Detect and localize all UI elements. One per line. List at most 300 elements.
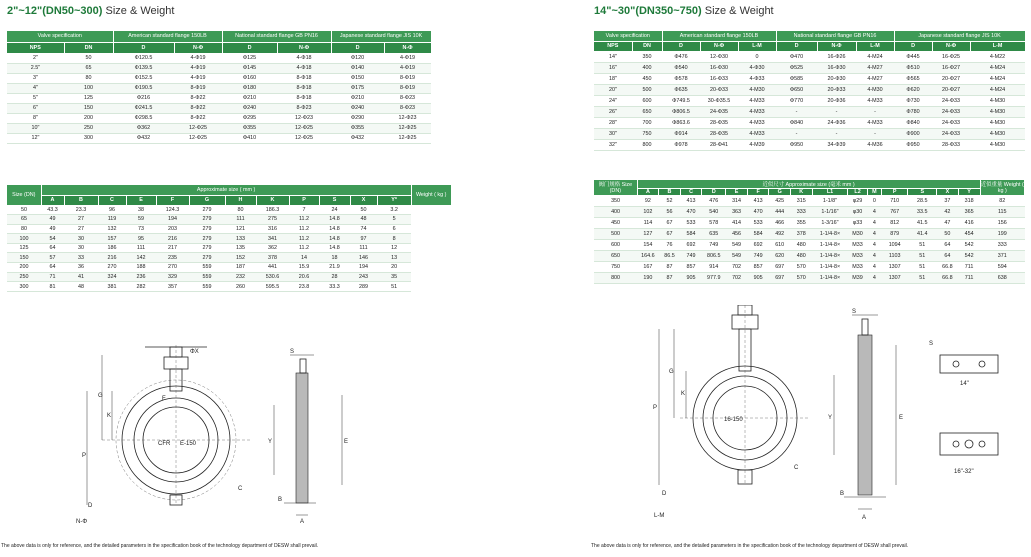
table-cell: 18: [319, 253, 350, 263]
table-cell: 236: [126, 272, 156, 282]
table-cell: Φ355: [222, 123, 277, 133]
table-cell: 12-Φ25: [174, 123, 222, 133]
group-header: Japanese standard flange JIS 10K: [331, 31, 431, 42]
table-cell: Φ210: [331, 93, 384, 103]
table-cell: -: [776, 129, 817, 140]
table-cell: 20-Φ33: [700, 84, 738, 95]
table-cell: 20: [377, 263, 411, 273]
table-cell: 24": [594, 95, 632, 106]
table-cell: 542: [958, 251, 980, 262]
right-flange-table: [594, 31, 1026, 151]
column-header: NPS: [594, 41, 632, 51]
table-row: [594, 207, 1025, 218]
table-cell: 416: [958, 218, 980, 229]
table-row: [594, 62, 1025, 73]
group-header: American standard flange 150LB: [113, 31, 222, 42]
table-cell: φ33: [848, 218, 867, 229]
table-cell: 559: [189, 282, 225, 292]
table-cell: 620: [769, 251, 791, 262]
table-cell: 1-1/4-8×: [812, 229, 848, 240]
column-header: N-Φ: [174, 42, 222, 53]
table-cell: 4: [867, 240, 881, 251]
label-e150: E-150: [180, 441, 197, 447]
table-cell: 135: [225, 243, 256, 253]
table-cell: 50: [937, 229, 959, 240]
table-cell: 16-Φ30: [817, 62, 856, 73]
table-row: [594, 240, 1025, 251]
table-cell: Φ175: [331, 83, 384, 93]
side-body: [296, 373, 308, 503]
table-cell: 102: [637, 207, 659, 218]
table-cell: 4-M39: [738, 140, 776, 151]
column-header: N-Φ: [700, 41, 738, 51]
table-row: [7, 224, 451, 234]
table-cell: Φ355: [331, 123, 384, 133]
table-cell: Φ914: [662, 129, 700, 140]
table-cell: 270: [98, 263, 126, 273]
left-panel: [1, 0, 457, 557]
table-cell: 11.2: [289, 224, 319, 234]
label-c: C: [794, 465, 799, 471]
label-cfr: CFR: [158, 441, 171, 447]
table-cell: Φ432: [113, 133, 174, 143]
column-header: DN: [632, 41, 662, 51]
table-cell: 800: [632, 140, 662, 151]
left-title-sub: Size & Weight: [102, 5, 175, 17]
table-cell: 188: [126, 263, 156, 273]
weight-header: 近似重量 Weight ( kg ): [980, 181, 1024, 194]
table-cell: 11.2: [289, 215, 319, 225]
table-cell: 500: [632, 84, 662, 95]
table-cell: 121: [225, 224, 256, 234]
column-header: F: [156, 195, 189, 205]
table-cell: 50: [64, 53, 113, 63]
table-cell: 4-M30: [970, 95, 1025, 106]
table-cell: 164.6: [637, 251, 659, 262]
left-valve-drawing: [62, 345, 352, 525]
table-cell: Φ476: [662, 51, 700, 62]
table-cell: 318: [958, 196, 980, 207]
table-cell: 23.3: [64, 205, 98, 215]
table-row: [7, 282, 451, 292]
table-cell: 1-1/4-8×: [812, 251, 848, 262]
table-cell: 533: [680, 218, 702, 229]
table-cell: 51: [908, 251, 937, 262]
table-cell: 1-1/4-8×: [812, 273, 848, 284]
table-cell: 48: [64, 282, 98, 292]
table-cell: 30": [594, 129, 632, 140]
table-cell: 4-Φ19: [384, 53, 431, 63]
table-cell: 812: [882, 218, 908, 229]
table-cell: 132: [98, 224, 126, 234]
table-cell: Φ900: [894, 129, 932, 140]
table-cell: 4-M30: [970, 118, 1025, 129]
table-cell: 12-Φ30: [700, 51, 738, 62]
table-cell: 250: [64, 123, 113, 133]
detail-hole: [953, 361, 959, 367]
label-b: B: [278, 497, 283, 503]
table-cell: 324: [98, 272, 126, 282]
column-header: K: [256, 195, 289, 205]
table-cell: 203: [156, 224, 189, 234]
table-cell: 702: [726, 262, 748, 273]
table-cell: 56: [659, 207, 681, 218]
table-cell: 73: [126, 224, 156, 234]
table-cell: 371: [980, 251, 1024, 262]
table-cell: 28-Φ35: [700, 129, 738, 140]
table-cell: -: [856, 106, 894, 117]
table-cell: 250: [7, 272, 41, 282]
label-k: K: [681, 391, 686, 397]
table-cell: Φ585: [776, 73, 817, 84]
table-cell: Φ362: [113, 123, 174, 133]
group-header: National standard flange GB PN16: [776, 31, 894, 41]
table-cell: 4-M33: [738, 106, 776, 117]
table-cell: 216: [156, 234, 189, 244]
table-cell: Φ152.5: [113, 73, 174, 83]
table-cell: 20-Φ27: [932, 73, 970, 84]
table-cell: 8-Φ22: [174, 103, 222, 113]
column-header: H: [225, 195, 256, 205]
table-cell: 4: [867, 207, 881, 218]
table-cell: 216: [98, 253, 126, 263]
table-cell: 146: [350, 253, 377, 263]
table-cell: 4-Φ30: [738, 62, 776, 73]
table-cell: 333: [790, 207, 812, 218]
table-cell: 28.5: [908, 196, 937, 207]
table-cell: 67: [659, 218, 681, 229]
table-cell: 81: [41, 282, 64, 292]
table-cell: 74: [350, 224, 377, 234]
table-cell: 2": [7, 53, 64, 63]
label-y: Y: [828, 415, 833, 421]
table-cell: 21.9: [319, 263, 350, 273]
detail-16-32: [940, 433, 998, 455]
table-cell: 350: [632, 51, 662, 62]
table-cell: 50: [350, 205, 377, 215]
table-cell: 4-M30: [970, 129, 1025, 140]
table-row: [7, 73, 431, 83]
table-row: [7, 272, 451, 282]
table-cell: 24-Φ33: [932, 106, 970, 117]
table-cell: 570: [790, 273, 812, 284]
table-cell: 4-M27: [856, 62, 894, 73]
side-stem: [300, 359, 306, 373]
table-cell: 5": [7, 93, 64, 103]
table-cell: 47: [937, 218, 959, 229]
table-cell: 4-Φ19: [384, 63, 431, 73]
table-cell: 100: [7, 234, 41, 244]
table-cell: 11.2: [289, 234, 319, 244]
table-cell: 905: [680, 273, 702, 284]
table-cell: 4: [867, 273, 881, 284]
table-cell: 1094: [882, 240, 908, 251]
table-cell: 80: [225, 205, 256, 215]
right-title: [594, 5, 774, 17]
label-a: A: [862, 515, 867, 521]
table-row: [594, 196, 1025, 207]
table-cell: 87: [659, 262, 681, 273]
table-cell: 4-M27: [856, 73, 894, 84]
table-cell: 6": [7, 103, 64, 113]
table-cell: 14.8: [319, 224, 350, 234]
right-size-table: [594, 180, 1025, 284]
table-cell: 235: [156, 253, 189, 263]
table-cell: 14.8: [319, 243, 350, 253]
table-cell: 1103: [882, 251, 908, 262]
column-header: C: [680, 189, 702, 196]
table-row: [7, 263, 451, 273]
table-cell: Φ210: [222, 93, 277, 103]
table-cell: 533: [747, 218, 769, 229]
table-cell: 260: [225, 282, 256, 292]
table-cell: Φ445: [894, 51, 932, 62]
table-cell: 470: [680, 207, 702, 218]
table-cell: 186.3: [256, 205, 289, 215]
table-cell: Φ298.5: [113, 113, 174, 123]
table-cell: 600: [594, 240, 637, 251]
table-cell: 4-M24: [970, 73, 1025, 84]
table-cell: 711: [958, 273, 980, 284]
table-cell: Φ240: [222, 103, 277, 113]
table-cell: 50: [7, 205, 41, 215]
table-cell: 100: [64, 83, 113, 93]
label-l-m: L-M: [654, 513, 665, 519]
table-row: [7, 83, 431, 93]
table-cell: 4-M30: [970, 140, 1025, 151]
table-cell: 11.2: [289, 243, 319, 253]
table-row: [7, 133, 431, 143]
table-cell: Φ510: [894, 62, 932, 73]
table-cell: -: [817, 129, 856, 140]
table-cell: Φ150: [331, 73, 384, 83]
table-cell: 279: [189, 224, 225, 234]
column-header: D: [662, 41, 700, 51]
table-cell: 114: [637, 218, 659, 229]
detail-14: [940, 355, 998, 373]
table-cell: 450: [594, 218, 637, 229]
table-cell: Φ840: [776, 118, 817, 129]
table-cell: 8-Φ19: [384, 73, 431, 83]
table-cell: 413: [747, 196, 769, 207]
table-cell: Φ120: [331, 53, 384, 63]
table-cell: 127: [637, 229, 659, 240]
table-cell: 279: [189, 234, 225, 244]
table-cell: 20-Φ33: [817, 84, 856, 95]
table-cell: 4-Φ33: [738, 73, 776, 84]
table-cell: 24-Φ33: [932, 118, 970, 129]
table-cell: 4-Φ18: [277, 63, 331, 73]
table-cell: 111: [225, 215, 256, 225]
table-cell: 64: [937, 240, 959, 251]
group-header: National standard flange GB PN16: [222, 31, 331, 42]
group-header: American standard flange 150LB: [662, 31, 776, 41]
table-cell: 4-Φ19: [174, 53, 222, 63]
table-cell: 4-M33: [856, 95, 894, 106]
column-header: D: [113, 42, 174, 53]
table-cell: 12-Φ23: [277, 113, 331, 123]
table-cell: 413: [680, 196, 702, 207]
label-a: A: [300, 519, 305, 525]
table-cell: Φ565: [894, 73, 932, 84]
table-cell: 749: [702, 240, 726, 251]
table-cell: 14: [289, 253, 319, 263]
table-cell: 500: [594, 229, 637, 240]
table-cell: 480: [790, 240, 812, 251]
side-stem: [862, 319, 868, 335]
label-d: D: [88, 503, 93, 509]
table-cell: 187: [225, 263, 256, 273]
table-cell: 454: [958, 229, 980, 240]
table-row: [594, 129, 1025, 140]
table-cell: 42: [937, 207, 959, 218]
table-cell: 150: [7, 253, 41, 263]
table-cell: 24-Φ36: [817, 118, 856, 129]
table-cell: 700: [632, 118, 662, 129]
table-row: [594, 229, 1025, 240]
table-cell: 59: [126, 215, 156, 225]
table-cell: 124.3: [156, 205, 189, 215]
column-header: B: [659, 189, 681, 196]
table-cell: 749: [747, 251, 769, 262]
table-cell: 200: [7, 263, 41, 273]
table-cell: Φ635: [662, 84, 700, 95]
table-cell: Φ216: [113, 93, 174, 103]
table-cell: 289: [350, 282, 377, 292]
table-cell: 35: [377, 272, 411, 282]
table-cell: 10": [7, 123, 64, 133]
table-cell: 540: [702, 207, 726, 218]
table-cell: 200: [64, 113, 113, 123]
table-cell: 444: [769, 207, 791, 218]
table-cell: Φ241.5: [113, 103, 174, 113]
column-header: E: [726, 189, 748, 196]
label-phix: ΦX: [190, 349, 199, 355]
column-header: X: [350, 195, 377, 205]
table-cell: 702: [726, 273, 748, 284]
table-cell: 559: [189, 263, 225, 273]
table-cell: 199: [980, 229, 1024, 240]
table-row: [7, 63, 431, 73]
table-cell: 4-Φ18: [277, 53, 331, 63]
table-cell: 4-Φ19: [174, 63, 222, 73]
table-cell: 4: [867, 251, 881, 262]
table-row: [7, 243, 451, 253]
column-header: DN: [64, 42, 113, 53]
table-cell: 232: [225, 272, 256, 282]
right-valve-drawing: [644, 305, 1031, 523]
table-cell: 12-Φ23: [384, 113, 431, 123]
table-cell: 65: [7, 215, 41, 225]
table-cell: 1-1/8": [812, 196, 848, 207]
table-cell: 8": [7, 113, 64, 123]
table-row: [7, 123, 431, 133]
table-cell: 51: [908, 273, 937, 284]
table-cell: 28-Φ33: [932, 140, 970, 151]
table-row: [594, 84, 1025, 95]
table-cell: 154: [637, 240, 659, 251]
table-cell: Φ770: [776, 95, 817, 106]
table-cell: 28-Φ41: [700, 140, 738, 151]
column-header: Y*: [377, 195, 411, 205]
label-k: K: [107, 413, 112, 419]
table-cell: 20-Φ27: [932, 84, 970, 95]
table-cell: 857: [747, 262, 769, 273]
table-cell: 66.8: [937, 273, 959, 284]
table-cell: Φ620: [894, 84, 932, 95]
table-cell: 559: [189, 272, 225, 282]
table-cell: 806.5: [702, 251, 726, 262]
table-cell: 24-Φ33: [932, 129, 970, 140]
right-title-main: 14"~30"(DN350~750): [594, 5, 702, 17]
right-title-sub: Size & Weight: [701, 5, 774, 17]
table-cell: 333: [980, 240, 1024, 251]
table-cell: 49: [41, 224, 64, 234]
table-cell: 1-1/4-8×: [812, 262, 848, 273]
table-row: [594, 251, 1025, 262]
table-cell: 32": [594, 140, 632, 151]
table-cell: 4-M30: [856, 84, 894, 95]
column-header: P: [289, 195, 319, 205]
table-cell: 711: [958, 262, 980, 273]
column-header: N-Φ: [384, 42, 431, 53]
detail-hole: [953, 441, 959, 447]
table-cell: 650: [594, 251, 637, 262]
table-cell: 1307: [882, 262, 908, 273]
table-cell: Φ140: [331, 63, 384, 73]
table-row: [594, 95, 1025, 106]
label-e: E: [899, 415, 904, 421]
label-p: P: [82, 453, 87, 459]
table-cell: 4-M33: [856, 118, 894, 129]
left-title-main: 2"~12"(DN50~300): [7, 5, 103, 17]
table-cell: 65: [64, 63, 113, 73]
table-cell: 16": [594, 62, 632, 73]
table-cell: 24-Φ33: [932, 95, 970, 106]
table-cell: Φ525: [776, 62, 817, 73]
table-cell: 7: [289, 205, 319, 215]
table-cell: 64: [937, 251, 959, 262]
table-cell: 450: [632, 73, 662, 84]
table-cell: 595.5: [256, 282, 289, 292]
table-row: [594, 51, 1025, 62]
table-cell: 350: [594, 196, 637, 207]
table-cell: 692: [747, 240, 769, 251]
table-cell: 282: [126, 282, 156, 292]
left-flange-table: [7, 31, 432, 144]
table-cell: 4-M33: [738, 95, 776, 106]
table-cell: 697: [769, 273, 791, 284]
table-cell: 54: [41, 234, 64, 244]
label-s: S: [290, 349, 295, 355]
table-cell: 279: [189, 205, 225, 215]
table-row: [7, 53, 431, 63]
column-header: S: [319, 195, 350, 205]
table-cell: 1307: [882, 273, 908, 284]
table-cell: 4: [867, 229, 881, 240]
table-cell: M39: [848, 273, 867, 284]
table-cell: 24: [319, 205, 350, 215]
table-cell: 270: [156, 263, 189, 273]
table-cell: 0: [867, 196, 881, 207]
table-cell: 749: [680, 251, 702, 262]
table-cell: 879: [882, 229, 908, 240]
table-cell: 33: [64, 253, 98, 263]
table-cell: 30: [64, 234, 98, 244]
table-cell: -: [776, 106, 817, 117]
table-cell: 8: [377, 234, 411, 244]
table-cell: 4-M30: [738, 84, 776, 95]
